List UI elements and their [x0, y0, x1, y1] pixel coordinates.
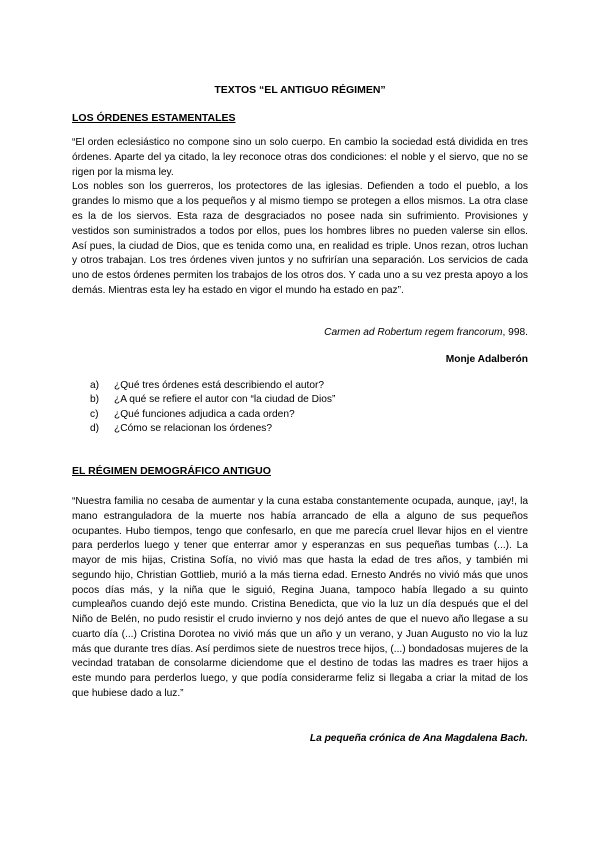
source-title: Carmen ad Robertum regem francorum — [324, 327, 503, 338]
question-text: ¿Qué funciones adjudica a cada orden? — [114, 408, 295, 420]
document-title: TEXTOS “EL ANTIGUO RÉGIMEN” — [214, 84, 386, 96]
quote-paragraph: “Nuestra familia no cesaba de aumentar y la cuna estaba constantemente ocupada, aunque, ¡ay!, la mano estranguladora de la muerte nos había arrancado de ella a alguno de sus pequeños ocupantes. Hubo tiempos, tengo que confesarlo, en que me parecía cruel llevar hijos en el vientre para perderlos luego y tener que enterrar amor y esperanzas en sus pequeñas tumbas (...). La mayor de mis hijas, Cristina Sofía, no vivió mas que hasta la edad de tres años, y también mi segundo hijo, Christian Gottlieb, murió a la más tierna edad. Ernesto Andrés no vivió más que unos pocos días más, y la niña que le siguió, Regina Juana, tampoco había llegado a su quinto cumpleaños cuando dejó este mundo. Cristina Benedicta, que vio la luz un día después que el del Niño de Belén, no pudo resistir el crudo invierno y nos dejó antes de que el nuevo año llegase a su cuarto día (...) Cristina Dorotea no vivió más que un año y un verano, y Juan Augusto no vio la luz más que durante tres días. Así perdimos siete de nuestros trece hijos, (...) bondadosas mujeres de la vecindad trataban de consolarme diciendome que el destino de todas las madres es traer hijos a este mundo para perderlos luego, y que podía considerarme feliz si llegaba a criar la mitad de los que hubiese dado a luz.” — [72, 496, 528, 699]
question-letter: b) — [90, 394, 100, 406]
question-letter: d) — [90, 423, 100, 435]
section-heading-demografico: EL RÉGIMEN DEMOGRÁFICO ANTIGUO — [72, 465, 271, 477]
source-citation — [72, 326, 528, 339]
question-item — [90, 422, 510, 436]
source-citation: La pequeña crónica de Ana Magdalena Bach. — [309, 733, 528, 744]
quote-paragraph: “El orden eclesiástico no compone sino un solo cuerpo. En cambio la sociedad está dividida en tres órdenes. Aparte del ya citado, la ley reconoce otras dos condiciones: el noble y el siervo, que no se rigen por la misma ley. — [72, 137, 528, 178]
section-heading-ordenes: LOS ÓRDENES ESTAMENTALES — [72, 112, 236, 124]
document-page — [72, 0, 528, 848]
quote-demografico — [72, 495, 528, 702]
question-letter: c) — [90, 408, 99, 420]
question-text: ¿Cómo se relacionan los órdenes? — [114, 423, 272, 435]
quote-paragraph: Los nobles son los guerreros, los protectores de las iglesias. Defienden a todo el pueblo, a los grandes lo mismo que a los pequeños y al mismo tiempo se protegen a ellos mismos. La otra clase es la de los siervos. Esta raza de desgraciados no posee nada sin sufrimiento. Provisiones y vestidos son suministrados a todos por ellos, pues los hombres libres no pueden valerse sin ellos. Así pues, la ciudad de Dios, que es tenida como una, en realidad es triple. Unos rezan, otros luchan y otros trabajan. Los tres órdenes viven juntos y no sufrirían una separación. Los servicios de cada uno de estos órdenes permiten los trabajos de los otros dos. Y cada uno a su vez presta apoyo a los demás. Mientras esta ley ha estado en vigor el mundo ha estado en paz”. — [72, 181, 528, 296]
question-item — [90, 393, 510, 407]
source-year: , 998. — [502, 327, 528, 338]
question-text: ¿A qué se refiere el autor con “la ciudad de Dios” — [114, 394, 336, 406]
question-list — [90, 379, 510, 437]
quote-ordenes — [72, 136, 528, 299]
author-name: Monje Adalberón — [445, 354, 528, 365]
question-text: ¿Qué tres órdenes está describiendo el autor? — [114, 380, 325, 391]
question-letter: a) — [90, 380, 100, 391]
question-item — [90, 379, 510, 393]
question-item — [90, 408, 510, 422]
